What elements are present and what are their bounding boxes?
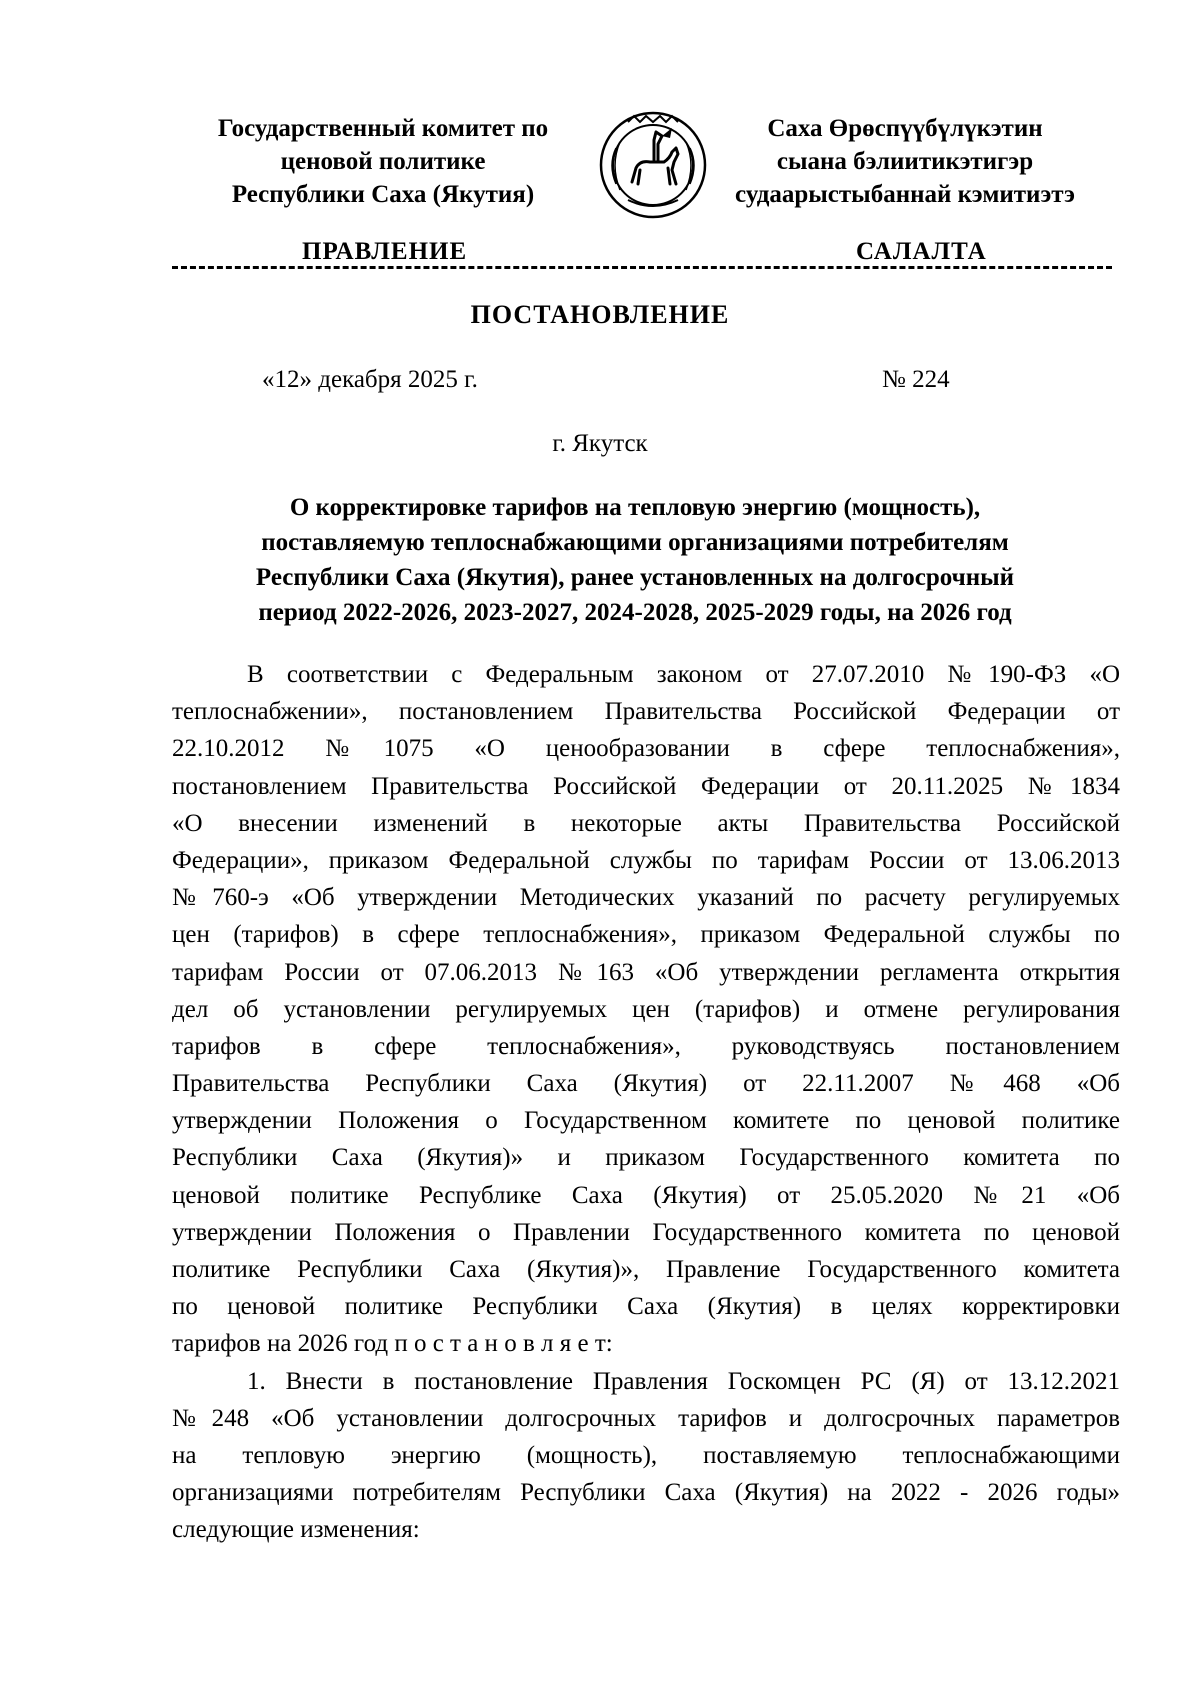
subject-line: период 2022-2026, 2023-2027, 2024-2028, 2025-2029 годы, на 2026 год bbox=[258, 599, 1012, 626]
committee-name-ru bbox=[188, 112, 578, 211]
body-line: теплоснабжении», постановлением Правительства Российской Федерации от bbox=[172, 698, 1120, 726]
committee-name-ru-line: Государственный комитет по bbox=[217, 115, 549, 142]
board-label-ru: ПРАВЛЕНИЕ bbox=[302, 238, 468, 265]
committee-name-sakha bbox=[705, 112, 1105, 211]
body-line: тарифов в сфере теплоснабжения», руководствуясь постановлением bbox=[172, 1032, 1120, 1060]
committee-name-ru-line: Республики Саха (Якутия) bbox=[231, 181, 535, 208]
committee-name-ru-line: ценовой политике bbox=[280, 148, 486, 175]
body-line: тарифам России от 07.06.2013 №163 «Об утверждении регламента открытия bbox=[172, 958, 1120, 986]
body-line: организациями потребителям Республики Саха (Якутия) на 2022 - 2026 годы» bbox=[172, 1479, 1120, 1507]
committee-name-sakha-line: сыана бэлиитикэтигэр bbox=[776, 148, 1034, 175]
body-line: Правительства Республики Саха (Якутия) от 22.11.2007 №468 «Об bbox=[172, 1070, 1120, 1098]
body-line: 22.10.2012 №1075 «О ценообразовании в сфере теплоснабжения», bbox=[172, 735, 1120, 763]
body-line: цен (тарифов) в сфере теплоснабжения», приказом Федеральной службы по bbox=[172, 921, 1120, 949]
body-line: В соответствии с Федеральным законом от 27.07.2010 №190-ФЗ «О bbox=[247, 661, 1120, 688]
body-line: политике Республики Саха (Якутия)», Правление Государственного комитета bbox=[172, 1256, 1120, 1283]
body-line: постановлением Правительства Российской Федерации от 20.11.2025 №1834 bbox=[172, 772, 1120, 800]
header-divider bbox=[172, 266, 1112, 279]
body-line: 1. Внести в постановление Правления Госкомцен РС (Я) от 13.12.2021 bbox=[247, 1367, 1120, 1395]
decree-title: ПОСТАНОВЛЕНИЕ bbox=[470, 300, 730, 329]
body-line: по ценовой политике Республики Саха (Якутия) в целях корректировки bbox=[172, 1293, 1120, 1321]
body-line: ценовой политике Республике Саха (Якутия) от 25.05.2020 №21 «Об bbox=[172, 1181, 1120, 1209]
subject-line: поставляемую теплоснабжающими организациями потребителям bbox=[261, 529, 1009, 556]
decree-date: «12» декабря 2025 г. bbox=[262, 366, 478, 393]
decree-number: № 224 bbox=[882, 366, 950, 393]
body-line: Республики Саха (Якутия)» и приказом Государственного комитета по bbox=[172, 1144, 1120, 1172]
body-line: утверждении Положения о Правлении Государственного комитета по ценовой bbox=[172, 1218, 1120, 1246]
decree-subject bbox=[180, 490, 1090, 630]
board-label-sakha: САЛАЛТА bbox=[856, 238, 987, 265]
body-line: на тепловую энергию (мощность), поставляемую теплоснабжающими bbox=[172, 1441, 1120, 1469]
body-line: Федерации», приказом Федеральной службы по тарифам России от 13.06.2013 bbox=[172, 846, 1120, 874]
body-line: следующие изменения: bbox=[172, 1516, 420, 1544]
body-line: тарифов на 2026 год п о с т а н о в л я е т: bbox=[172, 1330, 613, 1358]
coat-of-arms-icon bbox=[598, 108, 708, 220]
committee-name-sakha-line: судаарыстыбаннай кэмитиэтэ bbox=[735, 181, 1075, 208]
subject-line: О корректировке тарифов на тепловую энергию (мощность), bbox=[289, 494, 981, 521]
body-line: утверждении Положения о Государственном комитете по ценовой политике bbox=[172, 1107, 1120, 1135]
subject-line: Республики Саха (Якутия), ранее установленных на долгосрочный bbox=[255, 564, 1015, 591]
decree-city: г. Якутск bbox=[552, 430, 648, 457]
body-line: дел об установлении регулируемых цен (тарифов) и отмене регулирования bbox=[172, 995, 1120, 1023]
body-line: №248 «Об установлении долгосрочных тарифов и долгосрочных параметров bbox=[172, 1404, 1120, 1432]
committee-name-sakha-line: Саха Өрөспүүбүлүкэтин bbox=[767, 115, 1043, 142]
body-line: «О внесении изменений в некоторые акты Правительства Российской bbox=[172, 809, 1120, 837]
decree-body bbox=[172, 656, 1120, 1549]
body-line: №760-э «Об утверждении Методических указаний по расчету регулируемых bbox=[172, 884, 1120, 912]
